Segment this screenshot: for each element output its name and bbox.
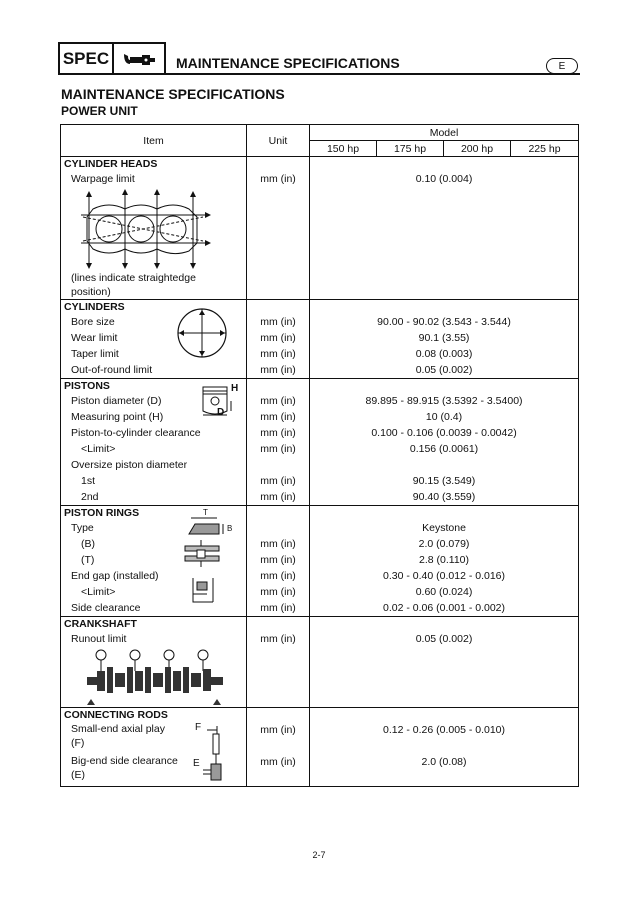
- table-cell: 0.02 - 0.06 (0.001 - 0.002): [383, 602, 506, 614]
- list-item: 1st: [81, 475, 96, 487]
- figure-label-t: T: [203, 508, 208, 517]
- piston-ring-figure: [183, 508, 239, 612]
- section-cylinder-heads: [61, 157, 579, 300]
- figure-label-e: E: [193, 758, 200, 769]
- list-item: Bore size: [71, 316, 115, 328]
- runout-unit: mm (in): [247, 617, 310, 708]
- bore-figure: [171, 306, 233, 360]
- figure-label-d: D: [217, 407, 225, 418]
- model-150hp: 150 hp: [310, 141, 377, 157]
- list-item: Measuring point (H): [71, 411, 164, 423]
- table-cell: mm (in): [260, 332, 296, 344]
- table-cell: mm (in): [260, 491, 296, 503]
- list-item: Piston-to-cylinder clearance: [71, 427, 201, 439]
- list-item: Wear limit: [71, 332, 118, 344]
- section-piston-rings: [61, 506, 579, 617]
- table-cell: 0.60 (0.024): [415, 586, 473, 598]
- table-cell: [247, 457, 309, 473]
- table-cell: 0.30 - 0.40 (0.012 - 0.016): [383, 570, 506, 582]
- list-item: Piston diameter (D): [71, 395, 162, 407]
- table-cell: 90.15 (3.549): [412, 475, 476, 487]
- crankshaft-title: CRANKSHAFT: [64, 618, 137, 630]
- table-cell: 90.00 - 90.02 (3.543 - 3.544): [377, 316, 511, 328]
- list-item: Out-of-round limit: [71, 364, 153, 376]
- spec-table: [60, 124, 579, 787]
- table-cell: 0.05 (0.002): [415, 364, 473, 376]
- model-225hp: 225 hp: [511, 141, 579, 157]
- list-item: <Limit>: [81, 443, 116, 455]
- table-cell: mm (in): [260, 756, 296, 768]
- table-cell: 2.8 (0.110): [419, 554, 470, 566]
- spec-label: SPEC: [58, 42, 114, 75]
- list-item: (T): [81, 554, 95, 566]
- table-cell: mm (in): [260, 586, 296, 598]
- unit-header: Unit: [247, 125, 310, 157]
- table-cell: mm (in): [260, 316, 296, 328]
- table-cell: 0.156 (0.0061): [409, 443, 479, 455]
- list-item: 2nd: [81, 491, 99, 503]
- table-cell: mm (in): [260, 570, 296, 582]
- list-item: Type: [71, 522, 94, 534]
- table-cell: mm (in): [260, 411, 296, 423]
- page-header: [58, 42, 580, 76]
- table-cell: 89.895 - 89.915 (3.5392 - 3.5400): [365, 395, 523, 407]
- table-cell: mm (in): [260, 475, 296, 487]
- warpage-unit: mm (in): [247, 157, 310, 300]
- cylinders-title: CYLINDERS: [64, 301, 125, 313]
- list-item: Small-end axial play (F): [71, 723, 165, 749]
- table-cell: mm (in): [260, 364, 296, 376]
- warpage-value: 0.10 (0.004): [310, 157, 579, 300]
- table-cell: mm (in): [260, 427, 296, 439]
- header-rule: [166, 73, 580, 75]
- page-title: MAINTENANCE SPECIFICATIONS: [61, 86, 285, 102]
- table-cell: mm (in): [260, 443, 296, 455]
- table-cell: Keystone: [422, 522, 466, 534]
- piston-figure: [197, 383, 243, 421]
- section-cylinders: [61, 300, 579, 379]
- figure-label-f: F: [195, 722, 202, 733]
- list-item: Oversize piston diameter: [71, 459, 188, 471]
- list-item: <Limit>: [81, 586, 116, 598]
- wrench-icon: [114, 42, 166, 75]
- table-cell: mm (in): [260, 348, 296, 360]
- model-200hp: 200 hp: [444, 141, 511, 157]
- table-cell: 2.0 (0.08): [421, 756, 467, 768]
- pistons-title: PISTONS: [64, 380, 110, 392]
- table-cell: [247, 520, 309, 536]
- warpage-label: Warpage limit: [71, 173, 135, 185]
- figure-label-h: H: [231, 383, 239, 394]
- list-item: Taper limit: [71, 348, 119, 360]
- runout-label: Runout limit: [71, 633, 127, 645]
- list-item: Side clearance: [71, 602, 141, 614]
- model-175hp: 175 hp: [377, 141, 444, 157]
- cylinder-head-figure: [61, 187, 246, 271]
- table-cell: 10 (0.4): [425, 411, 463, 423]
- table-cell: mm (in): [260, 538, 296, 550]
- language-badge: E: [546, 58, 578, 74]
- header-title: MAINTENANCE SPECIFICATIONS: [176, 55, 400, 71]
- table-cell: 90.1 (3.55): [418, 332, 470, 344]
- figure-label-b: B: [227, 524, 233, 533]
- connecting-rods-title: CONNECTING RODS: [64, 709, 168, 721]
- table-cell: mm (in): [260, 395, 296, 407]
- connecting-rod-figure: [193, 724, 233, 784]
- table-cell: 0.100 - 0.106 (0.0039 - 0.0042): [371, 427, 517, 439]
- crankshaft-figure: [61, 647, 246, 707]
- table-cell: mm (in): [260, 554, 296, 566]
- table-cell: mm (in): [260, 724, 296, 736]
- model-header: Model: [310, 125, 579, 141]
- table-cell: 0.12 - 0.26 (0.005 - 0.010): [383, 724, 506, 736]
- piston-rings-title: PISTON RINGS: [64, 507, 140, 519]
- section-crankshaft: [61, 617, 579, 708]
- item-header: Item: [61, 125, 247, 157]
- table-cell: [310, 457, 578, 473]
- section-pistons: [61, 379, 579, 506]
- list-item: Big-end side clearance (E): [71, 755, 178, 781]
- list-item: End gap (installed): [71, 570, 159, 582]
- table-cell: 2.0 (0.079): [418, 538, 470, 550]
- list-item: (B): [81, 538, 95, 550]
- table-cell: mm (in): [260, 602, 296, 614]
- section-connecting-rods: [61, 708, 579, 787]
- table-cell: 0.08 (0.003): [415, 348, 473, 360]
- straightedge-note: (lines indicate straightedge position): [71, 272, 196, 298]
- runout-value: 0.05 (0.002): [310, 617, 579, 708]
- page-number: 2-7: [312, 850, 326, 860]
- table-cell: 90.40 (3.559): [412, 491, 476, 503]
- cylinder-heads-title: CYLINDER HEADS: [64, 158, 158, 170]
- section-subtitle: POWER UNIT: [61, 104, 138, 118]
